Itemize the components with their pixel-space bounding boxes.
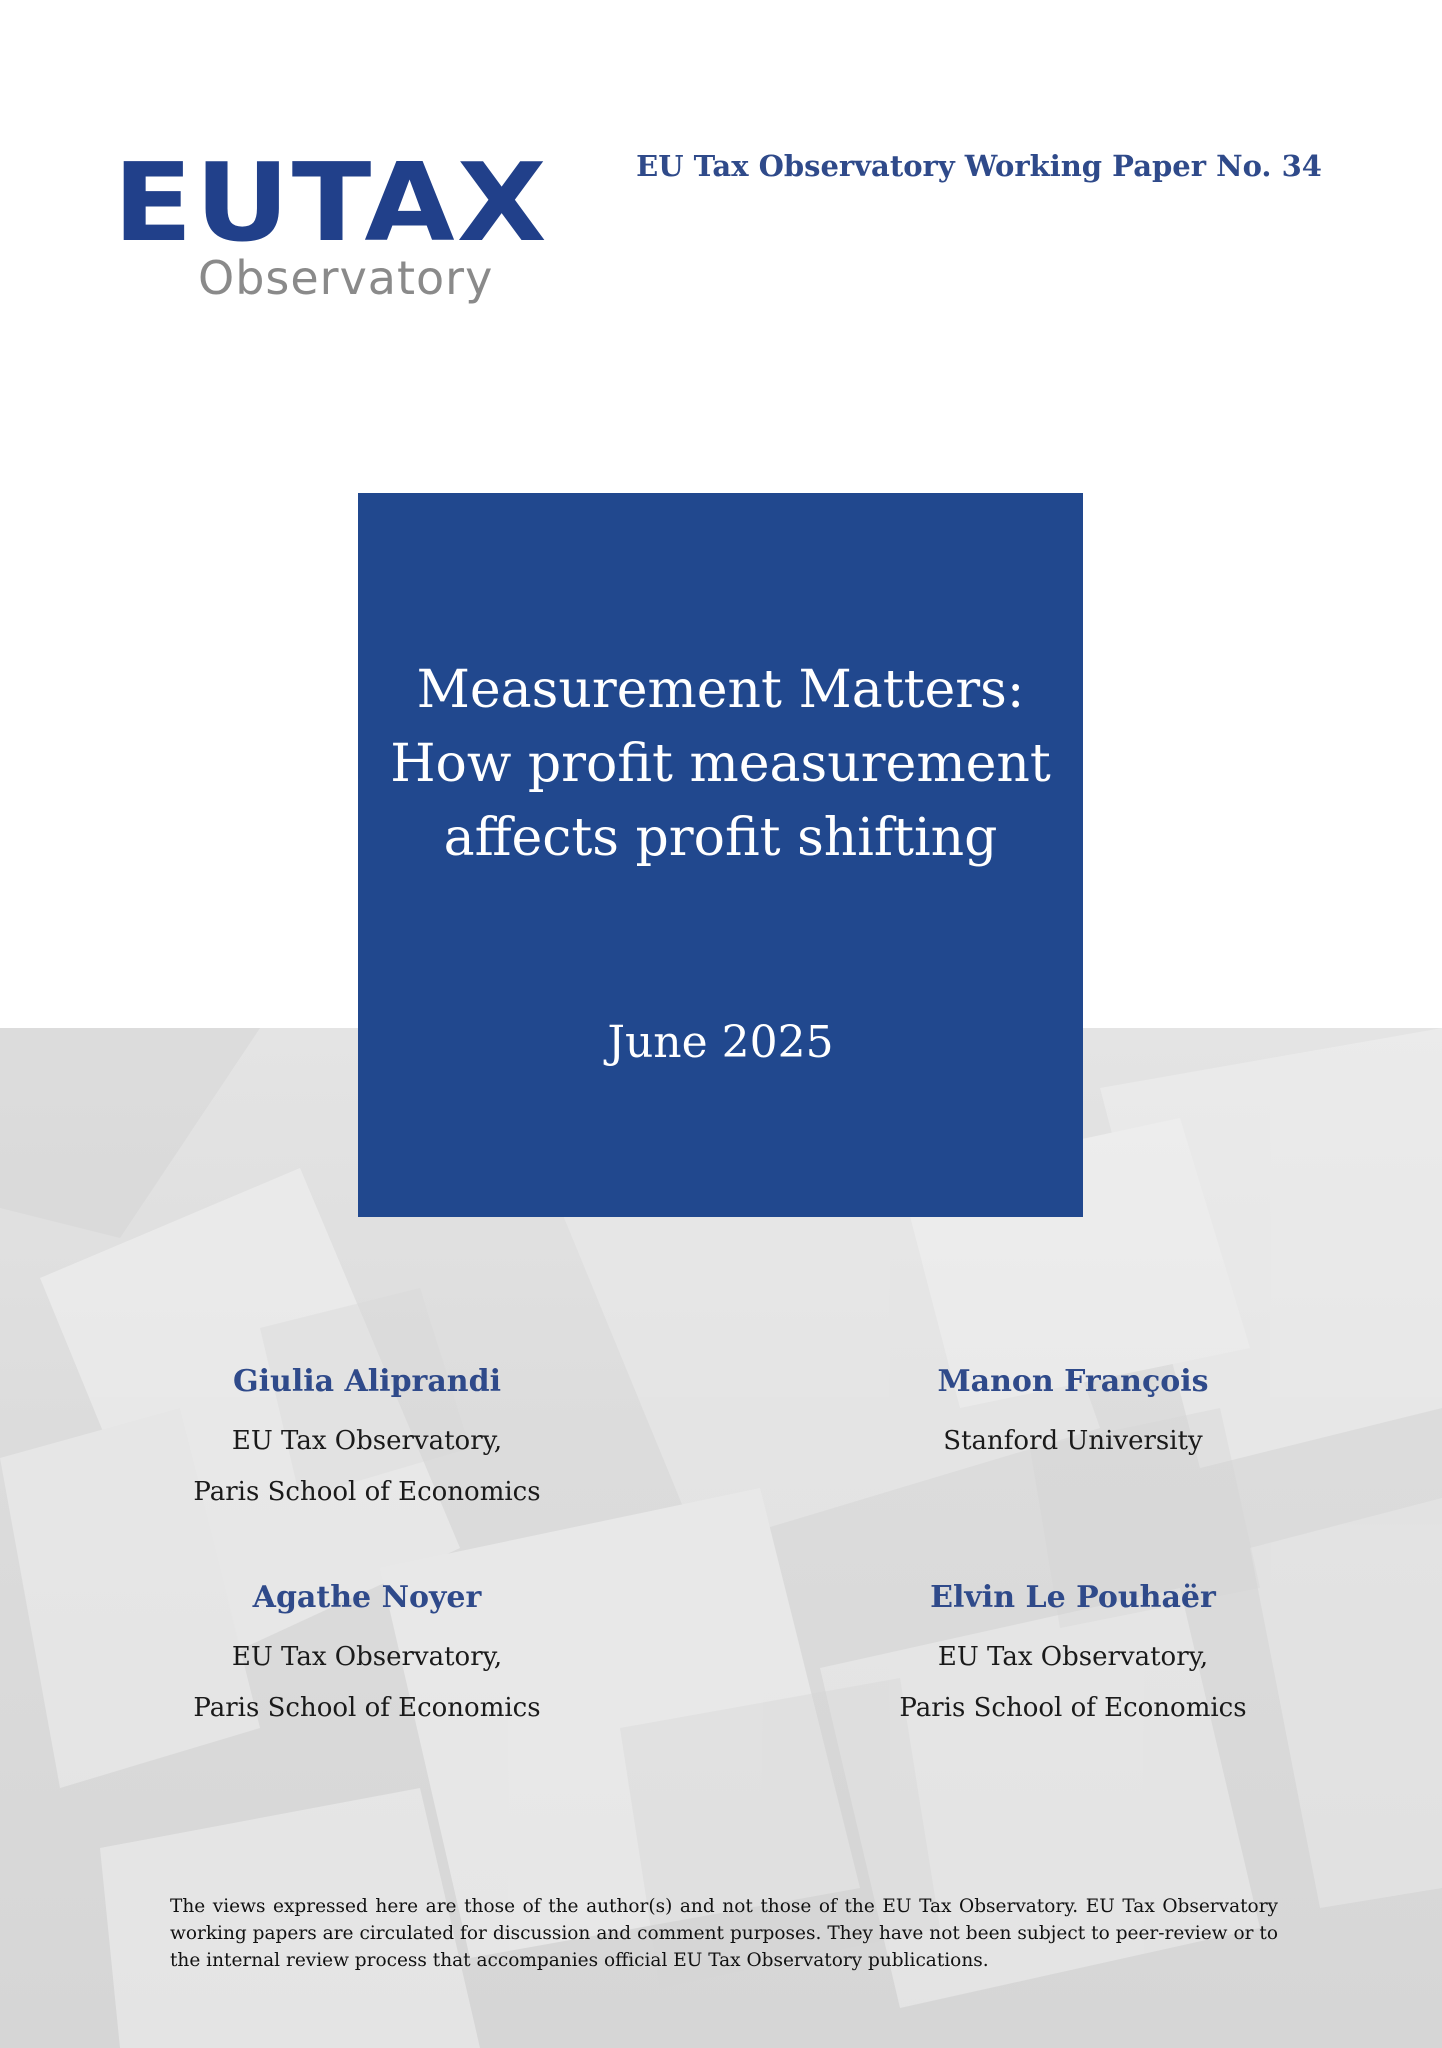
author-affiliation: Paris School of Economics (193, 1693, 541, 1723)
author-name: Elvin Le Pouhaër (930, 1580, 1216, 1615)
author-name: Manon François (937, 1364, 1209, 1399)
author-block (793, 1578, 1353, 1734)
logo-subtitle: Observatory (198, 251, 494, 305)
title-line: How profit measurement (390, 734, 1051, 794)
author-affiliation: EU Tax Observatory, (937, 1642, 1209, 1672)
publication-date: June 2025 (607, 1017, 834, 1068)
title-box (358, 493, 1083, 1217)
logo-wordmark: EUTAX (113, 141, 549, 266)
author-affiliation: Stanford University (943, 1426, 1203, 1456)
title-line: affects profit shifting (443, 808, 998, 868)
author-affiliation: EU Tax Observatory, (231, 1426, 503, 1456)
disclaimer-text: The views expressed here are those of the author(s) and not those of the EU Tax Observatory. EU Tax Observatory working papers are circulated for discussion and comment purposes. They have not been subject to peer-review or to the internal review process that accompanies official EU Tax Observatory publications. (170, 1896, 1278, 1971)
paper-title (358, 653, 1083, 875)
author-name: Giulia Aliprandi (233, 1364, 501, 1399)
author-block (87, 1578, 647, 1734)
author-name: Agathe Noyer (252, 1580, 482, 1615)
working-paper-series: EU Tax Observatory Working Paper No. 34 (636, 149, 1322, 183)
title-line: Measurement Matters: (416, 660, 1025, 720)
author-block (87, 1362, 647, 1518)
eutax-observatory-logo (113, 141, 549, 310)
author-affiliation: Paris School of Economics (193, 1477, 541, 1507)
author-affiliation: EU Tax Observatory, (231, 1642, 503, 1672)
author-block (793, 1362, 1353, 1467)
author-affiliation: Paris School of Economics (899, 1693, 1247, 1723)
